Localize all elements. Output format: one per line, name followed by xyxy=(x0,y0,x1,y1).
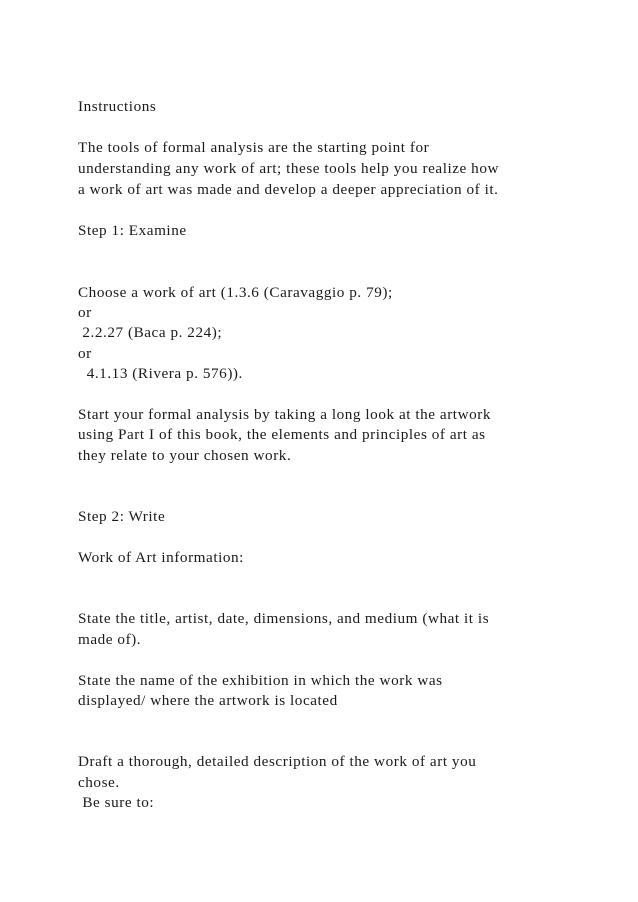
step2-title: Step 2: Write xyxy=(78,508,166,525)
choose-line-2: or xyxy=(78,304,92,321)
choose-line-5: 4.1.13 (Rivera p. 576)). xyxy=(78,365,243,382)
choose-line-1: Choose a work of art (1.3.6 (Caravaggio p. 79); xyxy=(78,284,393,301)
start-line-2: using Part I of this book, the elements and principles of art as xyxy=(78,426,486,443)
heading-instructions: Instructions xyxy=(78,98,157,115)
intro-line-1: The tools of formal analysis are the starting point for xyxy=(78,139,430,156)
start-line-3: they relate to your chosen work. xyxy=(78,447,292,464)
work-info-heading: Work of Art information: xyxy=(78,549,244,566)
intro-line-3: a work of art was made and develop a deeper appreciation of it. xyxy=(78,181,499,198)
draft-line-3: Be sure to: xyxy=(78,794,155,811)
state-exhibition-line-2: displayed/ where the artwork is located xyxy=(78,692,338,709)
draft-line-2: chose. xyxy=(78,774,120,791)
intro-line-2: understanding any work of art; these tools help you realize how xyxy=(78,160,499,177)
start-line-1: Start your formal analysis by taking a long look at the artwork xyxy=(78,406,491,423)
draft-line-1: Draft a thorough, detailed description of the work of art you xyxy=(78,753,477,770)
state-title-line-2: made of). xyxy=(78,631,142,648)
choose-line-4: or xyxy=(78,345,92,362)
state-title-line-1: State the title, artist, date, dimensions, and medium (what it is xyxy=(78,610,490,627)
choose-line-3: 2.2.27 (Baca p. 224); xyxy=(78,324,223,341)
state-exhibition-line-1: State the name of the exhibition in which the work was xyxy=(78,672,443,689)
step1-title: Step 1: Examine xyxy=(78,222,187,239)
